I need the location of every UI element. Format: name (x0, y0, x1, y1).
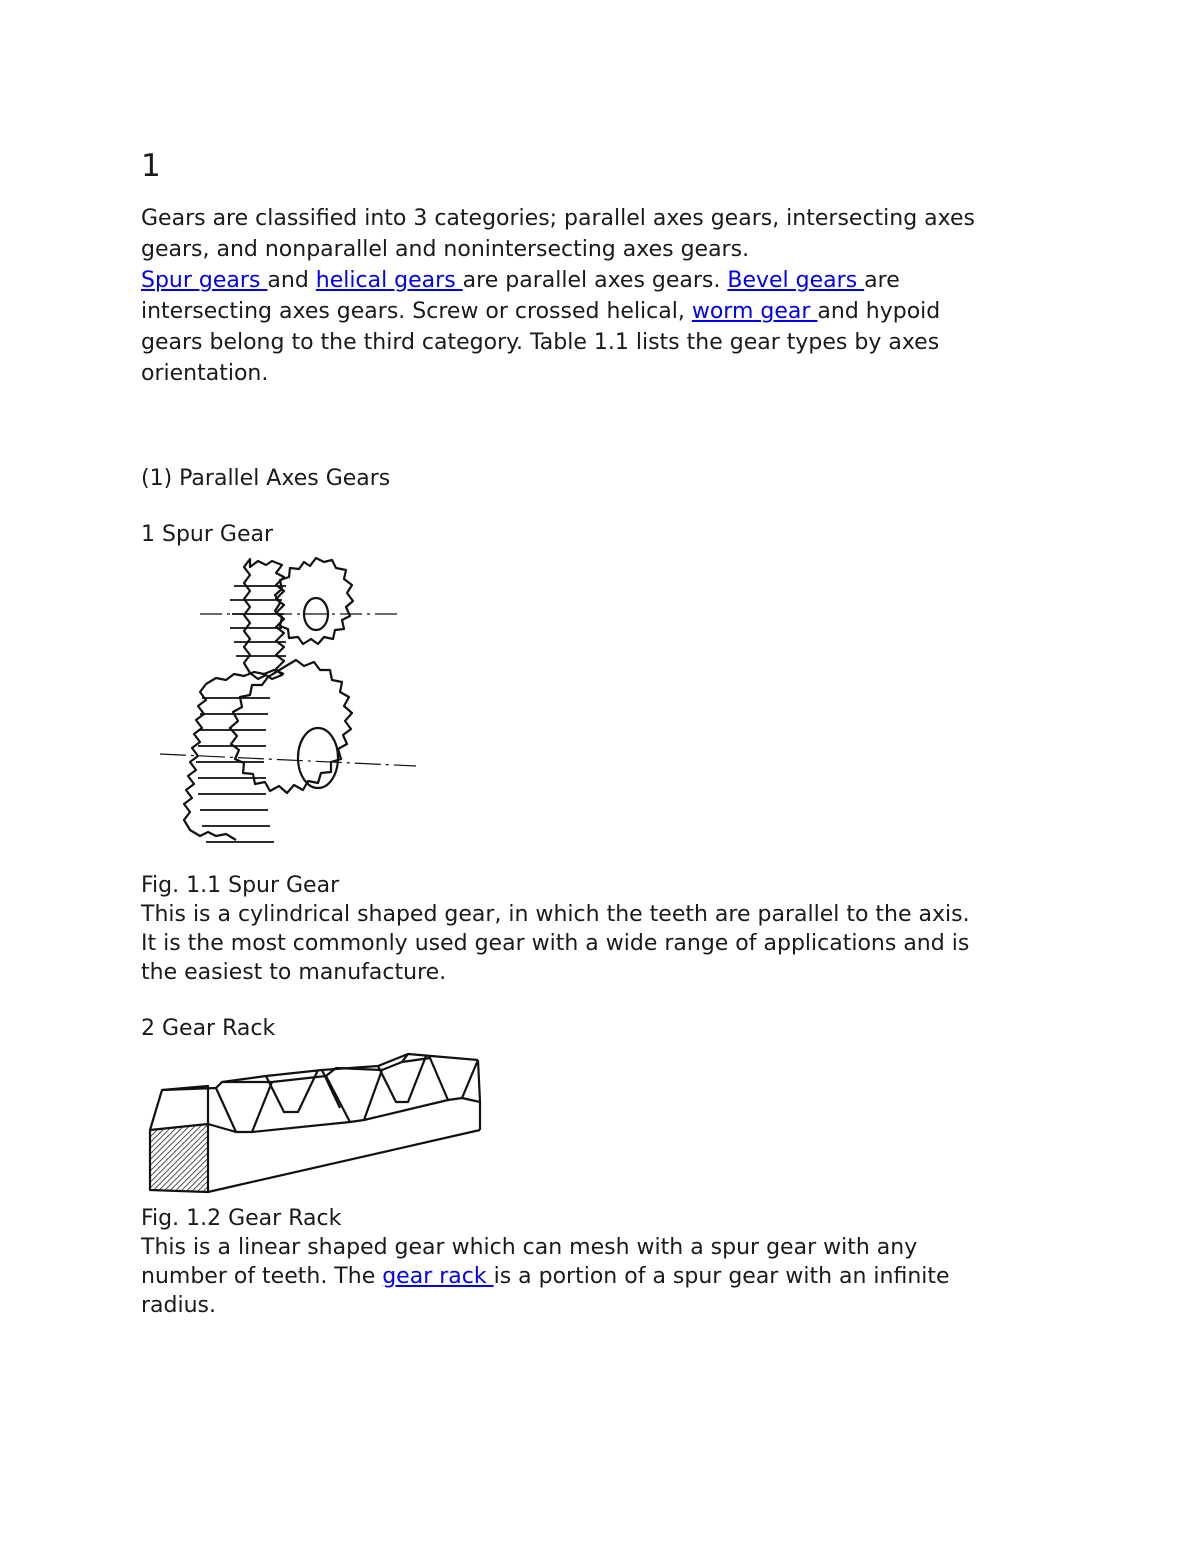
spur-desc-line-2: It is the most commonly used gear with a wide range of applications and is (141, 931, 970, 956)
bevel-gears-link[interactable]: Bevel gears (727, 268, 865, 293)
intro-text: are (864, 268, 900, 293)
page-number: 1 (141, 148, 161, 184)
rack-text: number of teeth. The (141, 1264, 383, 1289)
rack-desc-line-2 (141, 1262, 950, 1291)
intro-text: and hypoid (817, 299, 941, 324)
gear-rack-heading: 2 Gear Rack (141, 1016, 276, 1041)
fig-1-2-caption: Fig. 1.2 Gear Rack (141, 1206, 342, 1231)
intro-line-5: gears belong to the third category. Table 1.1 lists the gear types by axes (141, 330, 940, 355)
section-heading: (1) Parallel Axes Gears (141, 466, 391, 491)
intro-line-2: gears, and nonparallel and nonintersecting axes gears. (141, 237, 750, 262)
rack-desc-line-3: radius. (141, 1293, 217, 1318)
helical-gears-link[interactable]: helical gears (315, 268, 463, 293)
rack-text: is a portion of a spur gear with an infinite (493, 1264, 950, 1289)
spur-gear-heading: 1 Spur Gear (141, 522, 274, 547)
rack-desc-line-1: This is a linear shaped gear which can mesh with a spur gear with any (141, 1235, 918, 1260)
intro-text: and (267, 268, 316, 293)
spur-desc-line-3: the easiest to manufacture. (141, 960, 447, 985)
intro-line-3 (141, 265, 900, 296)
worm-gear-link[interactable]: worm gear (691, 299, 818, 324)
intro-text: intersecting axes gears. Screw or crossed helical, (141, 299, 692, 324)
fig-1-1-caption: Fig. 1.1 Spur Gear (141, 873, 340, 898)
intro-line-6: orientation. (141, 361, 269, 386)
spur-desc-line-1: This is a cylindrical shaped gear, in which the teeth are parallel to the axis. (141, 902, 970, 927)
gear-rack-link[interactable]: gear rack (382, 1264, 494, 1289)
spur-gear-figure (150, 552, 430, 872)
intro-line-1: Gears are classified into 3 categories; parallel axes gears, intersecting axes (141, 206, 976, 231)
intro-line-4 (141, 296, 940, 327)
gear-rack-figure (146, 1050, 486, 1200)
intro-text: are parallel axes gears. (462, 268, 728, 293)
spur-gears-link[interactable]: Spur gears (141, 268, 268, 293)
